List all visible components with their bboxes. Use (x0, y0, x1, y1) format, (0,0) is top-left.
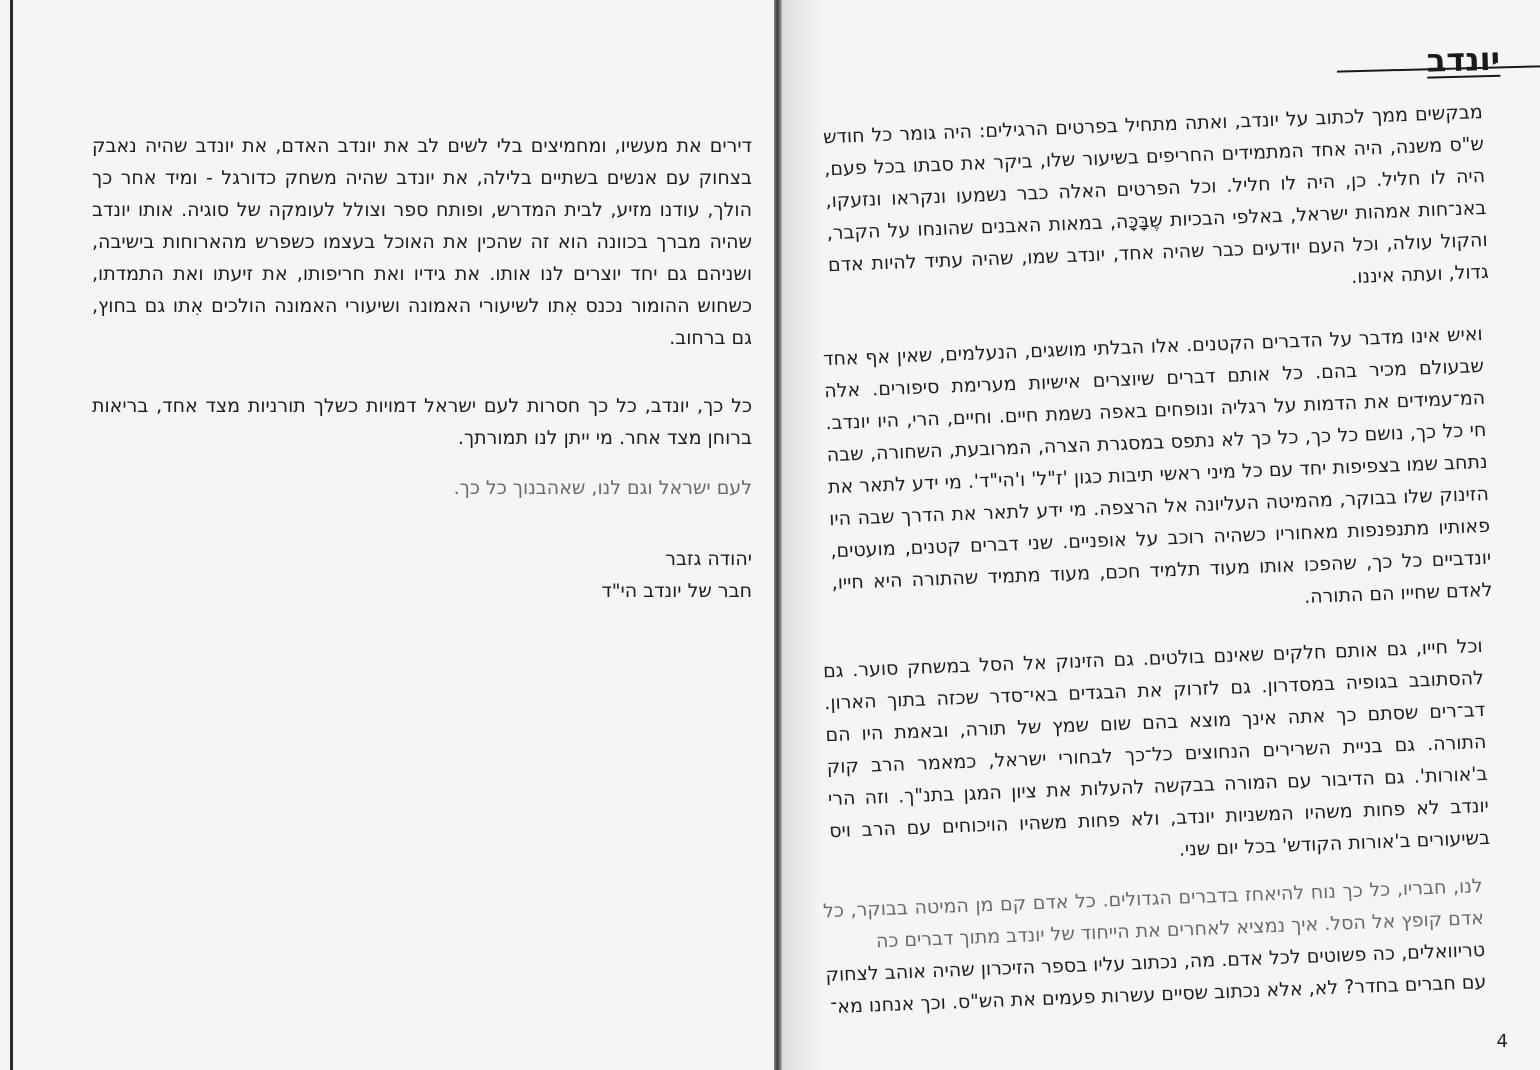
signature-title: חבר של יונדב הי"ד (601, 580, 752, 602)
right-page (782, 0, 1540, 1070)
page-title: יונדב (1426, 39, 1501, 80)
right-paragraph-2 (822, 318, 1493, 631)
title-wrap (1362, 38, 1540, 83)
left-paragraph-1 (92, 130, 752, 354)
left-paragraph-1-text: דירים את מעשיו, ומחמיצים בלי לשים לב את יונדב האדם, את יונדב שהיה נאבק בצחוק עם אנשים בשתיים בלילה, את יונדב שהיה משחק כדורגל - ומיד אחר כך הולך, עודנו מזיע, לבית המדרש, ופותח ספר וצולל לעומקה של סוגיה. אותו יונדב שהיה מברך בכוונה הוא זה שהכין את האוכל בעצמו כשפרש מהארוחות בישיבה, ושניהם גם יחד יוצרים לנו אותו. את גידיו ואת חריפותו, את זיעתו ואת התמדתו, כשחוש ההומור נכנס אִתו לשיעורי האמונה ושיעורי האמונה הולכים אִתו גם בחוץ, גם ברחוב. (92, 135, 752, 349)
left-paragraph-2 (92, 390, 752, 454)
right-paragraph-3-text: וכל חייו, גם אותם חלקים שאינם בולטים. גם הזינוק אל הסל במשחק סוער. גם להסתובב בגופיה במסדרון. גם לזרוק את הבגדים באי־סדר שכזה בתוך הארון. דב־רים שסתם כך אתה אינך מוצא בהם שום שמץ של תורה, ובאמת היו הם התורה. גם בניית השרירים הנחוצים כל־כך לבחורי ישראל, כמאמר הרב קוק ב'אורות'. גם הדיבור עם המורה בבקשה להעלות את ציון המגן בתנ"ך. וזה הרי יונדב לא פחות משהיו המשניות יונדב, ולא פחות משהיו הויכוחים עם הרב ויס בשיעורים ב'אורות הקודש' בכל יום שני. (822, 634, 1491, 861)
left-paragraph-3-text: לעם ישראל וגם לנו, שאהבנוך כל כך. (453, 477, 752, 499)
right-paragraph-4 (822, 870, 1486, 1023)
left-paragraph-2-text: כל כך, יונדב, כל כך חסרות לעם ישראל דמויות כשלך תורניות מצד אחד, בריאות ברוחן מצד אחר. מי ייתן לנו תמורתך. (92, 395, 752, 449)
page-number: 4 (1496, 1031, 1508, 1052)
right-paragraph-1-text: מבקשים ממך לכתוב על יונדב, ואתה מתחיל בפרטים הרגילים: היה גומר כל חודש ש"ס משנה, היה אחד המתמידים החריפים בשיעור שלו, ביקר את סבתו בכל פעם, היה לו חליל. כן, היה לו חליל. וכל הפרטים האלה כבר נשמעו ונקראו ונזעקו, באנ־חות אמהות ישראל, באלפי הבכיות שֶבָּכָּה, במאות האבנים שהונחו על הקבר, והקול עולה, וכל העם יודעים כבר שהיה אחד, יונדב שמו, שהיה עתיד להיות אדם גדול, ועתה איננו. (822, 100, 1490, 289)
right-paragraph-1 (822, 96, 1489, 313)
book-gutter (774, 0, 782, 1070)
left-paragraph-3 (92, 472, 752, 504)
right-paragraph-3 (822, 630, 1490, 879)
signature-name: יהודה גזבר (665, 548, 752, 570)
right-paragraph-2-text: ואיש אינו מדבר על הדברים הקטנים. אלו הבלתי מושגים, הנעלמים, שאין אף אחד שבעולם מכיר בהם. כל אותם דברים שיוצרים אישיות מערימת סיפורים. אלה המ־עמידים את הדמות על רגליה ונופחים באפה נשמת חיים. וחיים, הרי, היו יונדב. חי כל כך, נושם כל כך, כל כך לא נתפס במסגרת הצרה, המרובעת, השחורה, שבה נתחב שמו בצפיפות יחד עם כל מיני ראשי תיבות כגון 'ז"ל' ו'הי"ד'. מי ידע לתאר את הזינוק שלו בבוקר, מהמיטה העליונה אל הרצפה. מי ידע לתאר את הדרך שבה היו פאותיו מתנפנפות מאחוריו כשהיה רוכב על אופניים. שני דברים קטנים, מועטים, יונדביים כל כך, שהפכו אותו מעוד תלמיד חכם, מעוד מתמיד שהתורה היא חייו, לאדם שחייו הם התורה. (822, 322, 1493, 609)
right-paragraph-4-text: טריוואלים, כה פשוטים לכל אדם. מה, נכתוב עליו בספר הזיכרון שהיה אוהב לצחוק עם חברים בחדר? לא, אלא נכתוב שסיים עשרות פעמים את הש"ס. וכך אנחנו מא־ (825, 938, 1487, 1019)
left-page (14, 0, 774, 1070)
signature-block (92, 543, 752, 607)
page-edge-line (10, 0, 13, 1070)
right-paragraph-4-faded-text: לנו, חבריו, כל כך נוח להיאחז בדברים הגדולים. כל אדם קם מן המיטה בבוקר, כל אדם קופץ אל הסל. איך נמציא לאחרים את הייחוד של יונדב מתוך דברים כה (822, 874, 1485, 953)
